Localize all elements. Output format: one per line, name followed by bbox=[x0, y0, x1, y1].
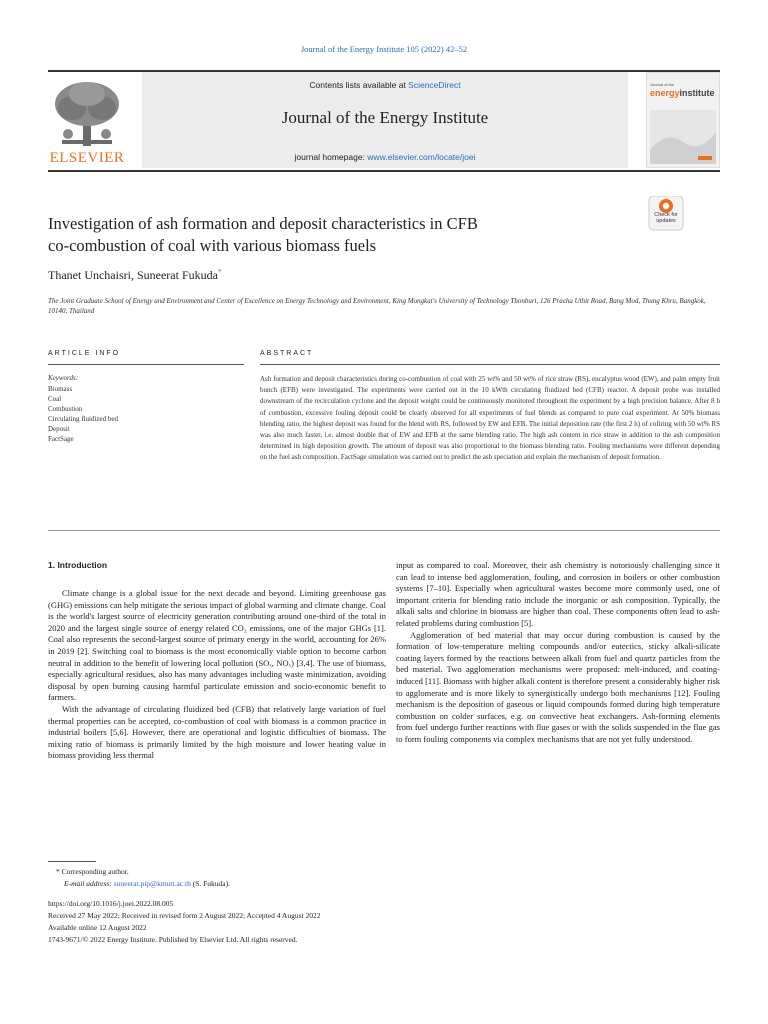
cover-small-text: Journal of the bbox=[650, 82, 675, 87]
article-info-rule bbox=[48, 364, 244, 365]
email-link[interactable]: suneerat.pip@kmutt.ac.th bbox=[113, 879, 191, 888]
homepage-prefix: journal homepage: bbox=[294, 152, 368, 162]
paragraph: Agglomeration of bed material that may occur during combustion is caused by the formation of low-temperature melting compounds and/or eutectics, sticky alkali-silicate coating layers formed by the reactions between alkali from fuel and quartz particles from the bed material. Two agglomeration mechanisms were proposed: melt-induced, and coating-induced [11]. Biomass with higher alkali content is therefore present a considerably higher risk to agglomerate and is more likely to synergistically undergo both mechanisms [12]. Fouling mechanism is the deposition of gaseous or liquid compounds formed during high temperature combustion on colder surfaces, e.g. on convective heat exchangers. Ash-forming elements from fuel undergo further reactions with flue gases or with the solids suspended in the flue gas to form fouling components via complex mechanisms that are not yet fully understood. bbox=[396, 629, 720, 744]
authors: Thanet Unchaisri, Suneerat Fukuda bbox=[48, 268, 218, 282]
introduction-heading: 1. Introduction bbox=[48, 560, 108, 570]
doi-link[interactable]: https://doi.org/10.1016/j.joei.2022.08.005 bbox=[48, 899, 174, 908]
abstract-heading: ABSTRACT bbox=[260, 350, 314, 357]
abstract-rule bbox=[260, 364, 720, 365]
contents-line bbox=[142, 80, 628, 90]
keywords-label: Keywords: bbox=[48, 374, 79, 382]
corresponding-author-mark[interactable]: * bbox=[217, 268, 222, 276]
article-info-heading: ARTICLE INFO bbox=[48, 350, 121, 357]
corresponding-author-note: * Corresponding author. bbox=[56, 867, 129, 876]
author-list bbox=[48, 268, 221, 283]
sciencedirect-link[interactable]: ScienceDirect bbox=[408, 80, 461, 90]
left-column bbox=[48, 588, 386, 762]
cover-title-suffix: institute bbox=[679, 88, 715, 98]
homepage-link[interactable]: www.elsevier.com/locate/joei bbox=[367, 152, 476, 162]
available-online: Available online 12 August 2022 bbox=[48, 923, 147, 932]
journal-title: Journal of the Energy Institute bbox=[281, 108, 489, 127]
abstract-bottom-rule bbox=[48, 530, 720, 531]
keyword: Combustion bbox=[48, 405, 83, 413]
cover-graphic bbox=[650, 110, 716, 164]
email-name: (S. Fukuda). bbox=[190, 879, 230, 888]
contents-prefix: Contents lists available at bbox=[309, 80, 409, 90]
cover-title bbox=[650, 88, 715, 98]
check-for-updates-label: Check for updates bbox=[654, 212, 678, 224]
publisher-name: ELSEVIER bbox=[49, 150, 125, 166]
keyword: FactSage bbox=[48, 435, 74, 443]
keyword: Circulating fluidized bed bbox=[48, 415, 118, 423]
email-label: E-mail address: bbox=[64, 879, 114, 888]
keyword: Coal bbox=[48, 395, 62, 403]
homepage-line bbox=[142, 152, 628, 162]
header-bottom-rule bbox=[48, 170, 720, 172]
keyword-list bbox=[48, 384, 118, 444]
keyword: Deposit bbox=[48, 425, 70, 433]
email-line bbox=[64, 878, 230, 889]
journal-citation[interactable]: Journal of the Energy Institute 105 (2022) 42–52 bbox=[300, 44, 468, 54]
affiliation: The Joint Graduate School of Energy and Environment and Center of Excellence on Energy Technology and Environment, King Mongkut's University of Technology Thonburi, 126 Pracha Uthit Road, Bang Mod, Thung Khru, Bangkok, 10140, Thailand bbox=[48, 297, 706, 315]
keyword: Biomass bbox=[48, 385, 73, 393]
footnote-rule bbox=[48, 861, 96, 862]
paragraph: With the advantage of circulating fluidized bed (CFB) that relatively large variation of fuel thermal properties can be accepted, co-combustion of coal with biomass is a common practice in industrial boilers [5,6]. However, there are operational and logistic difficulties of biomass. The mixing ratio of biomass is primarily limited by the high moisture and lower heating value in biomass providing less thermal bbox=[48, 703, 386, 761]
received-dates: Received 27 May 2022; Received in revised form 2 August 2022; Accepted 4 August 2022 bbox=[48, 911, 321, 920]
article-title bbox=[48, 213, 588, 257]
cover-title-prefix: energy bbox=[650, 88, 680, 98]
paragraph: input as compared to coal. Moreover, their ash chemistry is notoriously challenging since it can lead to intense bed agglomeration, fouling, and corrosion in boilers or other combustion systems [7–10]. Especially when agricultural wastes become more commonly used, one of important criteria for blending ratio include the inorganic or ash composition. Typically, the alkali salts and chlorine in biomass are higher than coal. These components often lead to ash-related problems during combustion [5]. bbox=[396, 560, 720, 628]
right-column bbox=[396, 560, 720, 746]
paragraph: Climate change is a global issue for the next decade and beyond. Limiting greenhouse gas (GHG) emissions can help mitigate the serious impact of global warming and climate change. Coal is the world's largest source of electricity generation contributing around one-third of the total in 2020 and the largest single source of energy related CO₂ emissions, one of the major GHGs [1]. Coal also represents the second-largest source of primary energy in the world, accounting for 26% in 2019 [2]. Switching coal to biomass is the most economically viable option to become carbon neutral in addition to the benefit of lowering local pollution (SOₓ, NOₓ) [3,4]. The use of biomass, especially agricultural residues, also has many advantages including waste minimization, avoiding disposal by open burning causing harmful particulate emission and socio-economic benefit to farmers. bbox=[48, 588, 386, 703]
article-title-line-2: co-combustion of coal with various biomass fuels bbox=[48, 236, 377, 255]
article-title-line-1: Investigation of ash formation and deposit characteristics in CFB bbox=[48, 214, 478, 233]
copyright: 1743-9671/© 2022 Energy Institute. Published by Elsevier Ltd. All rights reserved. bbox=[48, 935, 298, 944]
abstract-text: Ash formation and deposit characteristics during co-combustion of coal with 25 wt% and 50 wt% of rice straw (RS), eucalyptus wood (EW), and palm empty fruit bunch (EFB) were investigated. The experiments were carried out in the 10 kWth circulating fluidized bed (CFB) reactor. A deposit probe was installed downstream of the recirculation cyclone and the deposit weight could be continuously monitored throughout the experiment by a high precision balance. After 8 h of combustion, excessive fouling deposit could be clearly observed for all experiments of fuel blends as compared to pure coal experiment. At 50% biomass blending ratio, the highest deposit was found for the blend with RS, followed by EW and EFB. The initial deposition rate (the first 2 h) of cofiring with 50 wt% RS was also much faster, i.e. almost double that of EW and EFB at the same blending ratio. The high ash content in rice straw in addition to the ash composition determined its high deposition growth. The amount of deposit was also proportional to the biomass blending ratio. Fouling mechanisms were different depending on the fuel ash composition. FactSage simulation was carried out to predict the ash speciation and explain the mechanism of deposit formation. bbox=[260, 375, 720, 462]
